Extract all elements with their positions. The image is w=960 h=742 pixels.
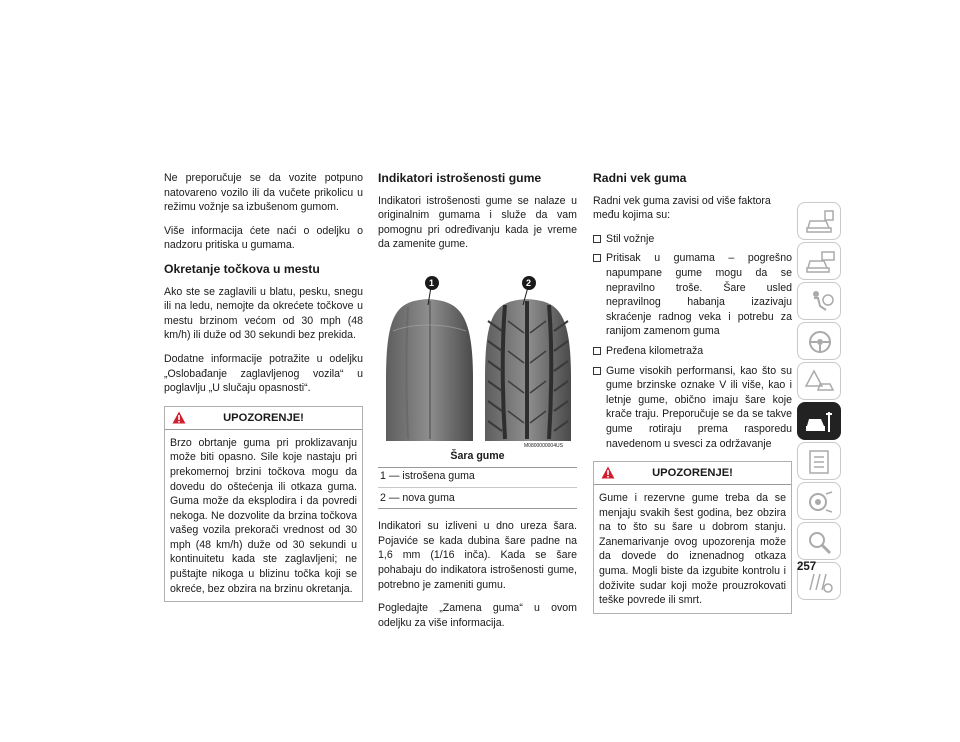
paragraph-flat-tire-load: Ne preporučuje se da vozite potpuno natovareno vozilo ili da vučete prikolicu u režimu vožnje sa izbušenom gumom. [164,172,363,214]
airbag-icon [804,288,836,316]
warning-box-age [593,461,792,614]
search-icon [804,528,836,556]
tab-airbag[interactable] [797,282,841,320]
warning-text: Brzo obrtanje guma pri proklizavanju može biti opasno. Sile koje nastaju pri prekomernoj brzini točkova mogu da dovedu do oštećenja ili otkaza guma. Guma može da eksplodira i da povredi nekoga. Ne dozvolite da brzina točkova vašeg vozila prekorači vrednost od 30 mph (48 km/h) duže od 30 sekundi u kontinuitetu kada ste zaglavljeni; ne puštajte nikoga u blizinu točka koji se okreće, bez obzira na brzinu okretanja. [170,436,357,595]
steering-wheel-icon [804,328,836,356]
warning-triangle-icon [601,466,615,479]
warning-header [594,462,791,485]
figure-legend [378,467,577,509]
column-left [164,171,363,602]
tab-maintenance[interactable] [797,442,841,480]
warning-box-spin [164,406,363,603]
tab-search[interactable] [797,522,841,560]
specifications-icon [804,488,836,516]
column-middle [378,171,577,639]
list-item: Pređena kilometraža [593,344,792,359]
heading-tread-wear-indicators: Indikatori istrošenosti gume [378,171,542,185]
bullet-box-icon [593,254,601,262]
warning-header [165,407,362,430]
paragraph-tire-replacement-ref: Pogledajte „Zamena guma“ u ovom odeljku za više informacija. [378,602,577,629]
warning-title: UPOZORENJE! [223,411,304,424]
new-tire [485,299,571,441]
column-right [593,171,792,614]
paragraph-pressure-monitoring: Više informacija ćete naći o odeljku o nadzoru pritiska u gumama. [164,224,363,252]
tab-specifications[interactable] [797,482,841,520]
paragraph-indicators-intro: Indikatori istrošenosti gume se nalaze u originalnim gumama i služe da vam pomognu pri određivanju kada je vreme da zamenite gume. [378,194,577,251]
figure-code: M0800000004US [524,442,563,449]
tab-car-service[interactable] [797,402,841,440]
page-number: 257 [797,561,817,573]
legend-item-new: 2 — nova guma [378,487,577,509]
heading-tire-life: Radni vek guma [593,171,687,185]
bullet-box-icon [593,235,601,243]
warning-text: Gume i rezervne gume treba da se menjaju svakih šest godina, bez obzira na to što su šare u dobrom stanju. Zanemarivanje ovog upozorenja može da dovede do iznenadnog otkaza guma. Mogli biste da izgubite kontrolu i doživite sudar koji može prouzrokovati teške povrede ili smrt. [599,492,786,607]
paragraph-more-info: Dodatne informacije potražite u odeljku „Oslobađanje zaglavljenog vozila“ u poglavlju „U slučaju opasnosti“. [164,352,363,395]
paragraph-indicator-depth: Indikatori su izliveni u dno ureza šara. Pojaviće se kada dubina šare padne na 1,6 mm (1/16 inča). Kada se šare pohabaju do indikatora istrošenosti gume, potrebno je zameniti gumu. [378,520,577,591]
car-info-icon [804,208,836,236]
tab-steering[interactable] [797,322,841,360]
figure-caption: Šara gume [450,449,505,462]
heading-wheel-spin: Okretanje točkova u mestu [164,261,320,276]
marker-2: 2 [526,277,532,288]
legend-item-worn: 1 — istrošena guma [380,469,475,482]
tire-tread-figure [378,261,577,463]
warning-triangle-car-icon [804,368,836,396]
bullet-box-icon [593,367,601,375]
warning-title: UPOZORENJE! [652,467,733,480]
car-key-icon [804,248,836,276]
tab-car-key[interactable] [797,242,841,280]
bullet-box-icon [593,347,601,355]
tab-car-info[interactable] [797,202,841,240]
list-item: Pritisak u gumama – pogrešno napumpane gume mogu da se nepravilno troše. Šare usled nepravilnog habanja izazivaju skraćenje radnog veka i potrebu za ranijom zamenom guma [593,251,792,339]
warning-triangle-icon [172,411,186,424]
tire-illustration [378,261,577,445]
car-service-icon [804,408,836,436]
maintenance-list-icon [804,448,836,476]
list-item: Stil vožnje [593,232,792,247]
list-item: Gume visokih performansi, kao što su gume brzinske oznake V ili više, kao i letnje gume, obično imaju šare koje krače traju. Preporučuje se da se takve gume rotiraju prema rasporedu navedenom u svesci za održavanje [593,364,792,452]
paragraph-stuck-vehicle: Ako ste se zaglavili u blatu, pesku, snegu ili na ledu, nemojte da okrećete točkove u mestu brzinom većom od 30 mph (48 km/h) ili duže od 30 sekundi bez prekida. [164,285,363,342]
marker-1: 1 [429,277,435,288]
paragraph-tire-life-intro: Radni vek guma zavisi od više faktora među kojima su: [593,194,771,222]
tire-life-factors-list [593,232,792,451]
worn-tire [386,299,473,441]
tab-emergency[interactable] [797,362,841,400]
